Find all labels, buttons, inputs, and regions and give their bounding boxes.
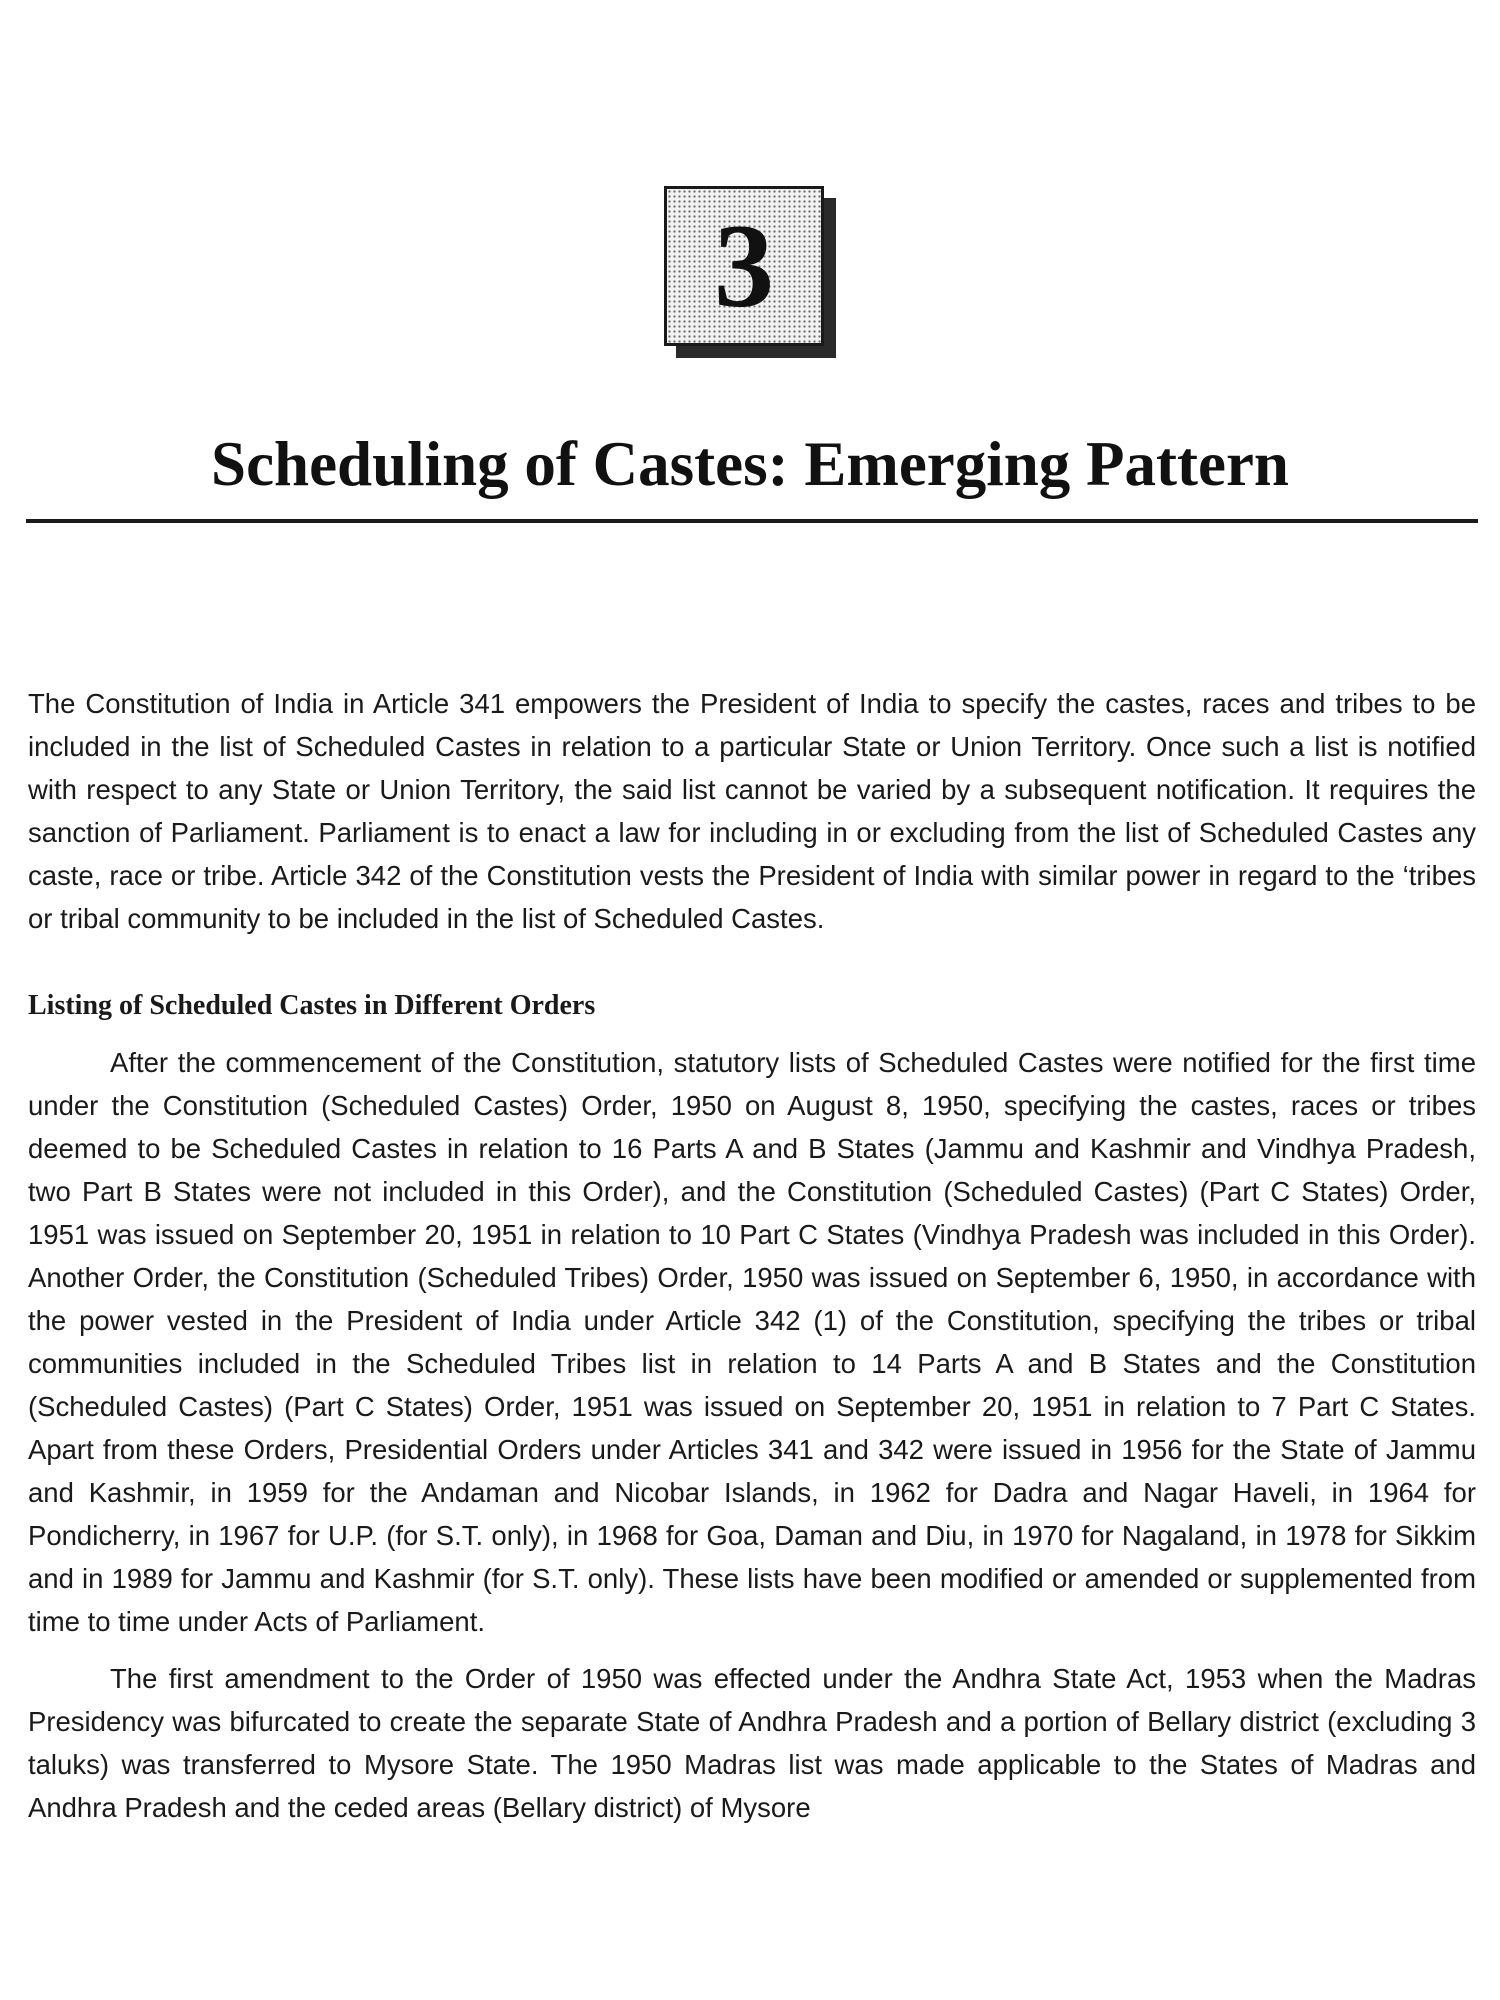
chapter-number-box xyxy=(664,186,834,356)
listing-paragraph: After the commencement of the Constitution, statutory lists of Scheduled Castes were notified for the first time under the Constitution (Scheduled Castes) Order, 1950 on August 8, 1950, specifying the castes, races or tribes deemed to be Scheduled Castes in relation to 16 Parts A and B States (Jammu and Kashmir and Vindhya Pradesh, two Part B States were not included in this Order), and the Constitution (Scheduled Castes) (Part C States) Order, 1951 was issued on September 20, 1951 in relation to 10 Part C States (Vindhya Pradesh was included in this Order). Another Order, the Constitution (Scheduled Tribes) Order, 1950 was issued on September 6, 1950, in accordance with the power vested in the President of India under Article 342 (1) of the Constitution, specifying the tribes or tribal communities included in the Scheduled Tribes list in relation to 14 Parts A and B States and the Constitution (Scheduled Castes) (Part C States) Order, 1951 was issued on September 20, 1951 in relation to 7 Part C States. Apart from these Orders, Presidential Orders under Articles 341 and 342 were issued in 1956 for the State of Jammu and Kashmir, in 1959 for the Andaman and Nicobar Islands, in 1962 for Dadra and Nagar Haveli, in 1964 for Pondicherry, in 1967 for U.P. (for S.T. only), in 1968 for Goa, Daman and Diu, in 1970 for Nagaland, in 1978 for Sikkim and in 1989 for Jammu and Kashmir (for S.T. only). These lists have been modified or amended or supplemented from time to time under Acts of Parliament. xyxy=(28,1047,1476,1637)
title-rule xyxy=(26,519,1478,523)
chapter-number: 3 xyxy=(714,199,774,332)
chapter-title: Scheduling of Castes: Emerging Pattern xyxy=(211,429,1289,499)
intro-paragraph: The Constitution of India in Article 341 empowers the President of India to specify the castes, races and tribes to be included in the list of Scheduled Castes in relation to a particular State or Union Territory. Once such a list is notified with respect to any State or Union Territory, the said list cannot be varied by a subsequent notification. It requires the sanction of Parliament. Parliament is to enact a law for including in or excluding from the list of Scheduled Castes any caste, race or tribe. Article 342 of the Constitution vests the President of India with similar power in regard to the ‘tribes or tribal community to be included in the list of Scheduled Castes. xyxy=(28,688,1476,934)
page-body xyxy=(28,682,1476,1829)
section-heading: Listing of Scheduled Castes in Different Orders xyxy=(28,990,596,1021)
amendment-paragraph: The first amendment to the Order of 1950 was effected under the Andhra State Act, 1953 when the Madras Presidency was bifurcated to create the separate State of Andhra Pradesh and a portion of Bellary district (excluding 3 taluks) was transferred to Mysore State. The 1950 Madras list was made applicable to the States of Madras and Andhra Pradesh and the ceded areas (Bellary district) of Mysore xyxy=(28,1663,1476,1823)
chapter-box xyxy=(664,186,824,346)
